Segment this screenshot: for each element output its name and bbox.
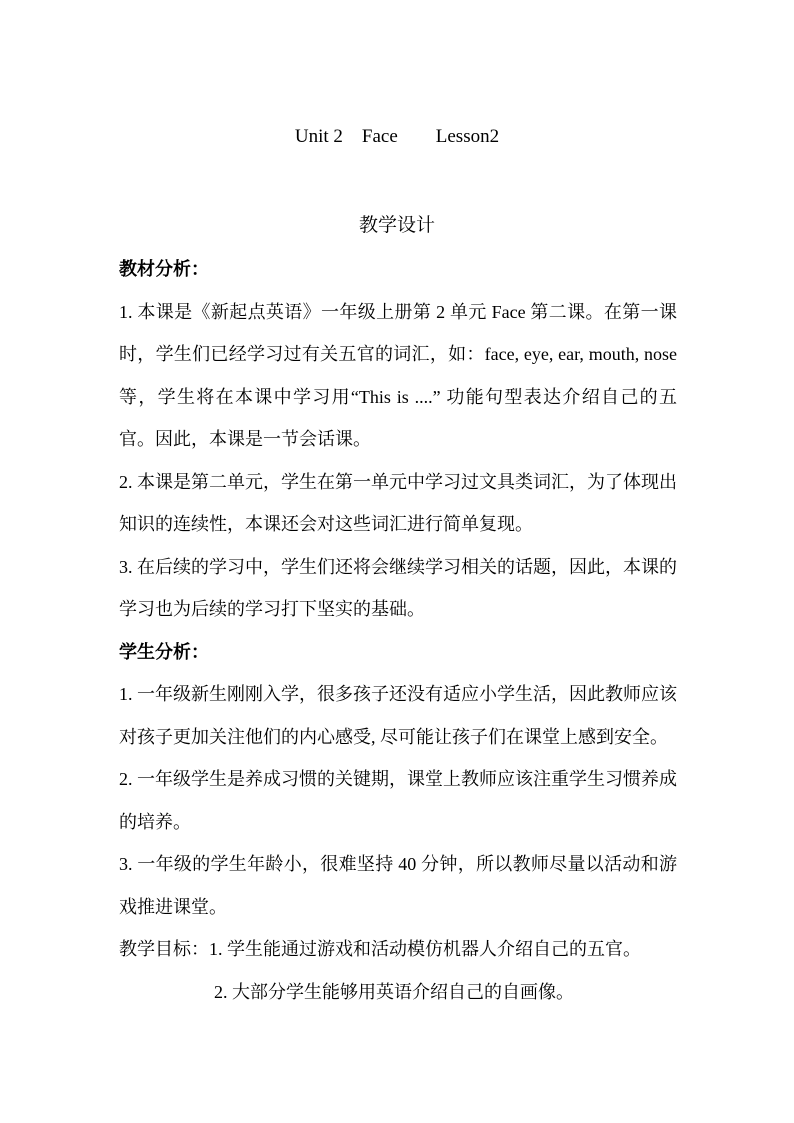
- student-analysis-item-3: 3. 一年级的学生年龄小，很难坚持 40 分钟，所以教师尽量以活动和游戏推进课堂。: [119, 854, 677, 917]
- material-analysis-item-1: 1. 本课是《新起点英语》一年级上册第 2 单元 Face 第二课。在第一课时，学生们已经学习过有关五官的词汇，如：face, eye, ear, mouth, nose 等，学生将在本课中学习用“This is ....” 功能句型表达介绍自己的五官。因此，本课是一节会话课。: [119, 301, 677, 449]
- student-analysis-heading: 学生分析：: [119, 641, 209, 662]
- teaching-goal-2: 2. 大部分学生能够用英语介绍自己的自画像。: [214, 981, 574, 1002]
- teaching-goals-line: [119, 928, 677, 971]
- material-analysis-item-2: 2. 本课是第二单元，学生在第一单元中学习过文具类词汇，为了体现出知识的连续性，本课还会对这些词汇进行简单复现。: [119, 471, 677, 534]
- teaching-goals-label: 教学目标：: [119, 939, 209, 959]
- material-analysis-item-3: 3. 在后续的学习中，学生们还将会继续学习相关的话题，因此，本课的学习也为后续的学习打下坚实的基础。: [119, 556, 677, 619]
- teaching-goal-1: 1. 学生能通过游戏和活动模仿机器人介绍自己的五官。: [209, 939, 641, 959]
- lesson-title: Unit 2 Face Lesson2: [294, 126, 500, 147]
- document-subtitle: 教学设计: [358, 215, 435, 236]
- document-body: [119, 248, 677, 1013]
- material-analysis-heading: 教材分析：: [119, 259, 209, 279]
- student-analysis-item-1: 1. 一年级新生刚刚入学，很多孩子还没有适应小学生活，因此教师应该对孩子更加关注他们的内心感受, 尽可能让孩子们在课堂上感到安全。: [119, 684, 677, 747]
- student-analysis-item-2: 2. 一年级学生是养成习惯的关键期，课堂上教师应该注重学生习惯养成的培养。: [119, 769, 677, 832]
